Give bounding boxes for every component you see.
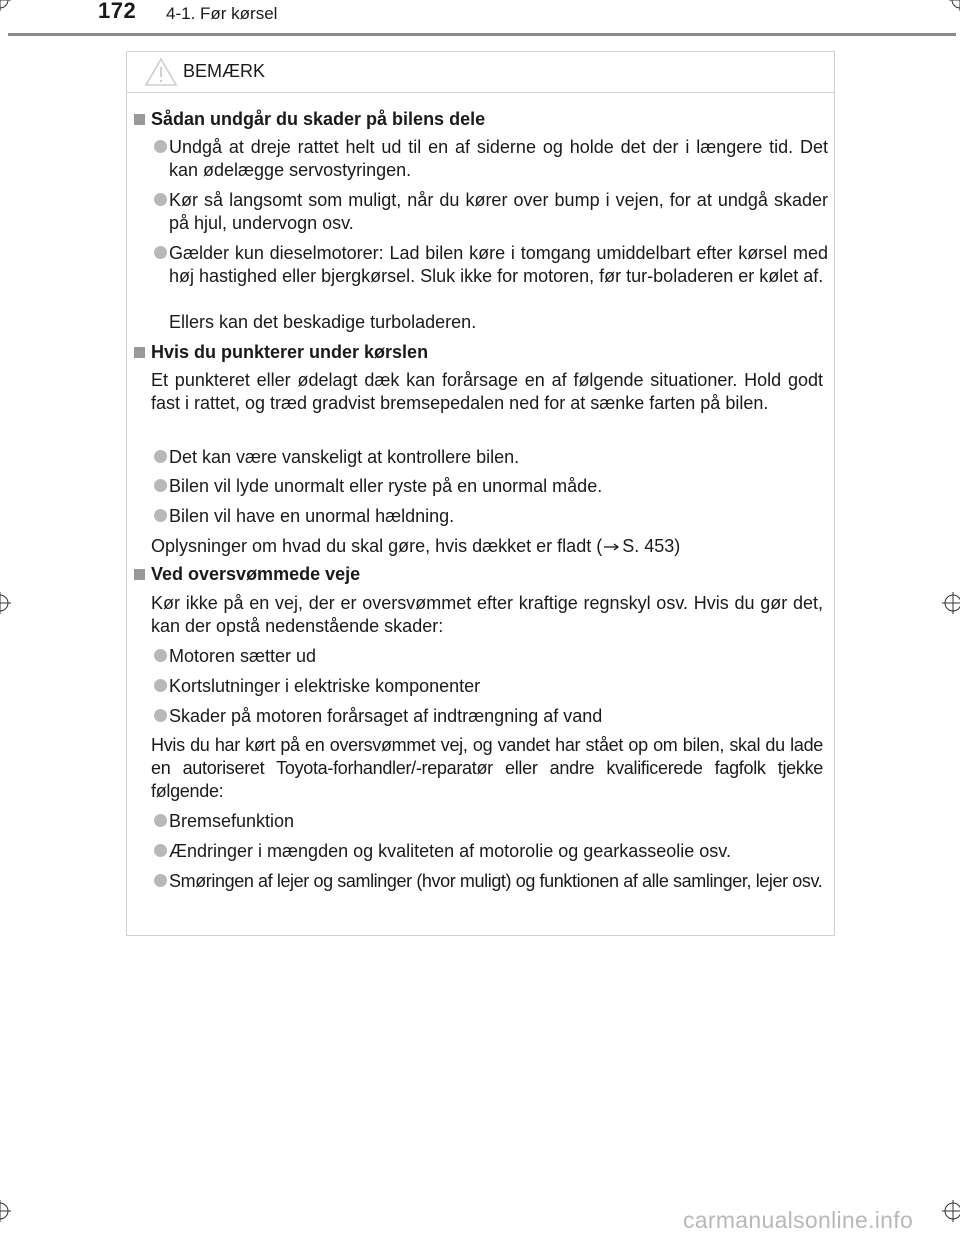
round-bullet-icon	[154, 193, 167, 206]
crop-mark-icon	[942, 592, 960, 614]
header-rule	[8, 33, 956, 36]
square-bullet-icon	[134, 114, 145, 125]
round-bullet-icon	[154, 450, 167, 463]
crop-mark-icon	[942, 1200, 960, 1222]
crop-mark-icon	[0, 0, 11, 11]
list-item: Smøringen af lejer og samlinger (hvor muligt) og funktionen af alle samlinger, lejer osv.	[154, 870, 828, 893]
square-bullet-icon	[134, 347, 145, 358]
list-item: Motoren sætter ud	[154, 645, 828, 668]
round-bullet-icon	[154, 874, 167, 887]
list-item: Gælder kun dieselmotorer: Lad bilen køre i tomgang umiddelbart efter kørsel med høj hastighed eller bjergkørsel. Sluk ikke for motoren, før tur-boladeren er kølet af.	[154, 242, 828, 288]
flooded-intro: Kør ikke på en vej, der er oversvømmet efter kraftige regnskyl osv. Hvis du gør det, kan der opstå nedenstående skader:	[151, 593, 823, 636]
list-item: Undgå at dreje rattet helt ud til en af siderne og holde det der i længere tid. Det kan ødelægge servostyringen.	[154, 136, 828, 182]
crop-mark-icon	[0, 1200, 11, 1222]
notice-header	[127, 52, 834, 93]
section-heading-puncture: Hvis du punkterer under kørslen	[127, 342, 428, 363]
round-bullet-icon	[154, 479, 167, 492]
list-item: Bilen vil have en unormal hældning.	[154, 505, 828, 528]
section-heading-flooded: Ved oversvømmede veje	[127, 564, 360, 585]
section-title: 4-1. Før kørsel	[166, 4, 278, 23]
page-reference-arrow-icon	[603, 542, 621, 552]
list-item: Skader på motoren forårsaget af indtrængning af vand	[154, 705, 828, 728]
puncture-intro: Et punkteret eller ødelagt dæk kan forårsage en af følgende situationer. Hold godt fast i rattet, og træd gradvist bremsepedalen ned for at sænke farten på bilen.	[151, 370, 823, 413]
list-item: Det kan være vanskeligt at kontrollere bilen.	[154, 446, 828, 469]
flat-tire-reference: Oplysninger om hvad du skal gøre, hvis dækket er fladt ( S. 453)	[151, 536, 681, 556]
round-bullet-icon	[154, 649, 167, 662]
round-bullet-icon	[154, 509, 167, 522]
page-number: 172	[98, 0, 137, 23]
list-item: Kør så langsomt som muligt, når du kører over bump i vejen, for at undgå skader på hjul, undervogn osv.	[154, 189, 828, 235]
round-bullet-icon	[154, 844, 167, 857]
round-bullet-icon	[154, 814, 167, 827]
list-item-continuation: Ellers kan det beskadige turboladeren.	[169, 312, 477, 332]
crop-mark-icon	[0, 592, 11, 614]
crop-mark-icon	[949, 0, 960, 11]
list-item: Kortslutninger i elektriske komponenter	[154, 675, 828, 698]
flooded-middle: Hvis du har kørt på en oversvømmet vej, og vandet har stået op om bilen, skal du lade en autoriseret Toyota-forhandler/-reparatør eller andre kvalificerede fagfolk tjekke følgende:	[151, 735, 823, 801]
round-bullet-icon	[154, 679, 167, 692]
warning-triangle-icon	[144, 57, 178, 87]
list-item: Ændringer i mængden og kvaliteten af motorolie og gearkasseolie osv.	[154, 840, 828, 863]
watermark: carmanualsonline.info	[683, 1207, 914, 1233]
list-item: Bilen vil lyde unormalt eller ryste på en unormal måde.	[154, 475, 828, 498]
page-reference-link[interactable]: S. 453	[622, 536, 675, 556]
square-bullet-icon	[134, 569, 145, 580]
round-bullet-icon	[154, 246, 167, 259]
round-bullet-icon	[154, 709, 167, 722]
notice-box	[126, 51, 835, 936]
section-heading-damage: Sådan undgår du skader på bilens dele	[127, 109, 485, 130]
round-bullet-icon	[154, 140, 167, 153]
list-item: Bremsefunktion	[154, 810, 828, 833]
notice-title: BEMÆRK	[183, 61, 266, 81]
